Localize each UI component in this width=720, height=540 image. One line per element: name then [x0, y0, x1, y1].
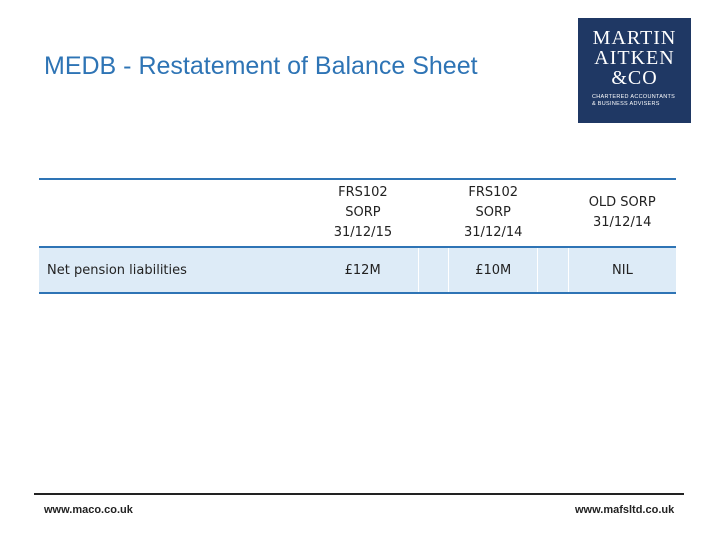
cell-gap: [538, 247, 569, 293]
company-logo: [578, 18, 691, 123]
header-gap: [418, 179, 449, 247]
cell-old-sorp-2014: NIL: [568, 247, 676, 293]
header-gap: [538, 179, 569, 247]
row-label: Net pension liabilities: [39, 247, 308, 293]
header-frs102-2015: [308, 179, 418, 247]
header-line: FRS102: [338, 185, 388, 200]
table-row: [39, 247, 676, 293]
header-blank: [39, 179, 308, 247]
header-old-sorp-2014: [568, 179, 676, 247]
header-line: 31/12/15: [333, 225, 393, 240]
header-frs102-2014: [449, 179, 538, 247]
logo-line-2: AITKEN: [594, 47, 675, 69]
logo-line-1: MARTIN: [592, 27, 677, 49]
header-line: 31/12/14: [592, 215, 652, 230]
page-title: MEDB - Restatement of Balance Sheet: [44, 52, 478, 80]
table-header-row: [39, 179, 676, 247]
cell-gap: [418, 247, 449, 293]
balance-sheet-table: [39, 178, 676, 294]
footer-right-link[interactable]: www.mafsltd.co.uk: [575, 504, 675, 516]
logo-tagline: [586, 94, 683, 108]
logo-tagline-1: CHARTERED ACCOUNTANTS: [592, 94, 676, 100]
header-line: OLD SORP: [588, 195, 656, 210]
cell-frs102-2014: £10M: [449, 247, 538, 293]
header-line: FRS102: [468, 185, 518, 200]
header-line: SORP: [345, 205, 381, 220]
header-line: 31/12/14: [464, 225, 523, 240]
footer-divider: [34, 493, 684, 495]
cell-frs102-2015: £12M: [308, 247, 418, 293]
logo-tagline-2: & BUSINESS ADVISERS: [592, 101, 660, 107]
header-line: SORP: [475, 205, 511, 220]
logo-line-3: &CO: [611, 67, 658, 89]
footer-left-link[interactable]: www.maco.co.uk: [44, 504, 133, 516]
